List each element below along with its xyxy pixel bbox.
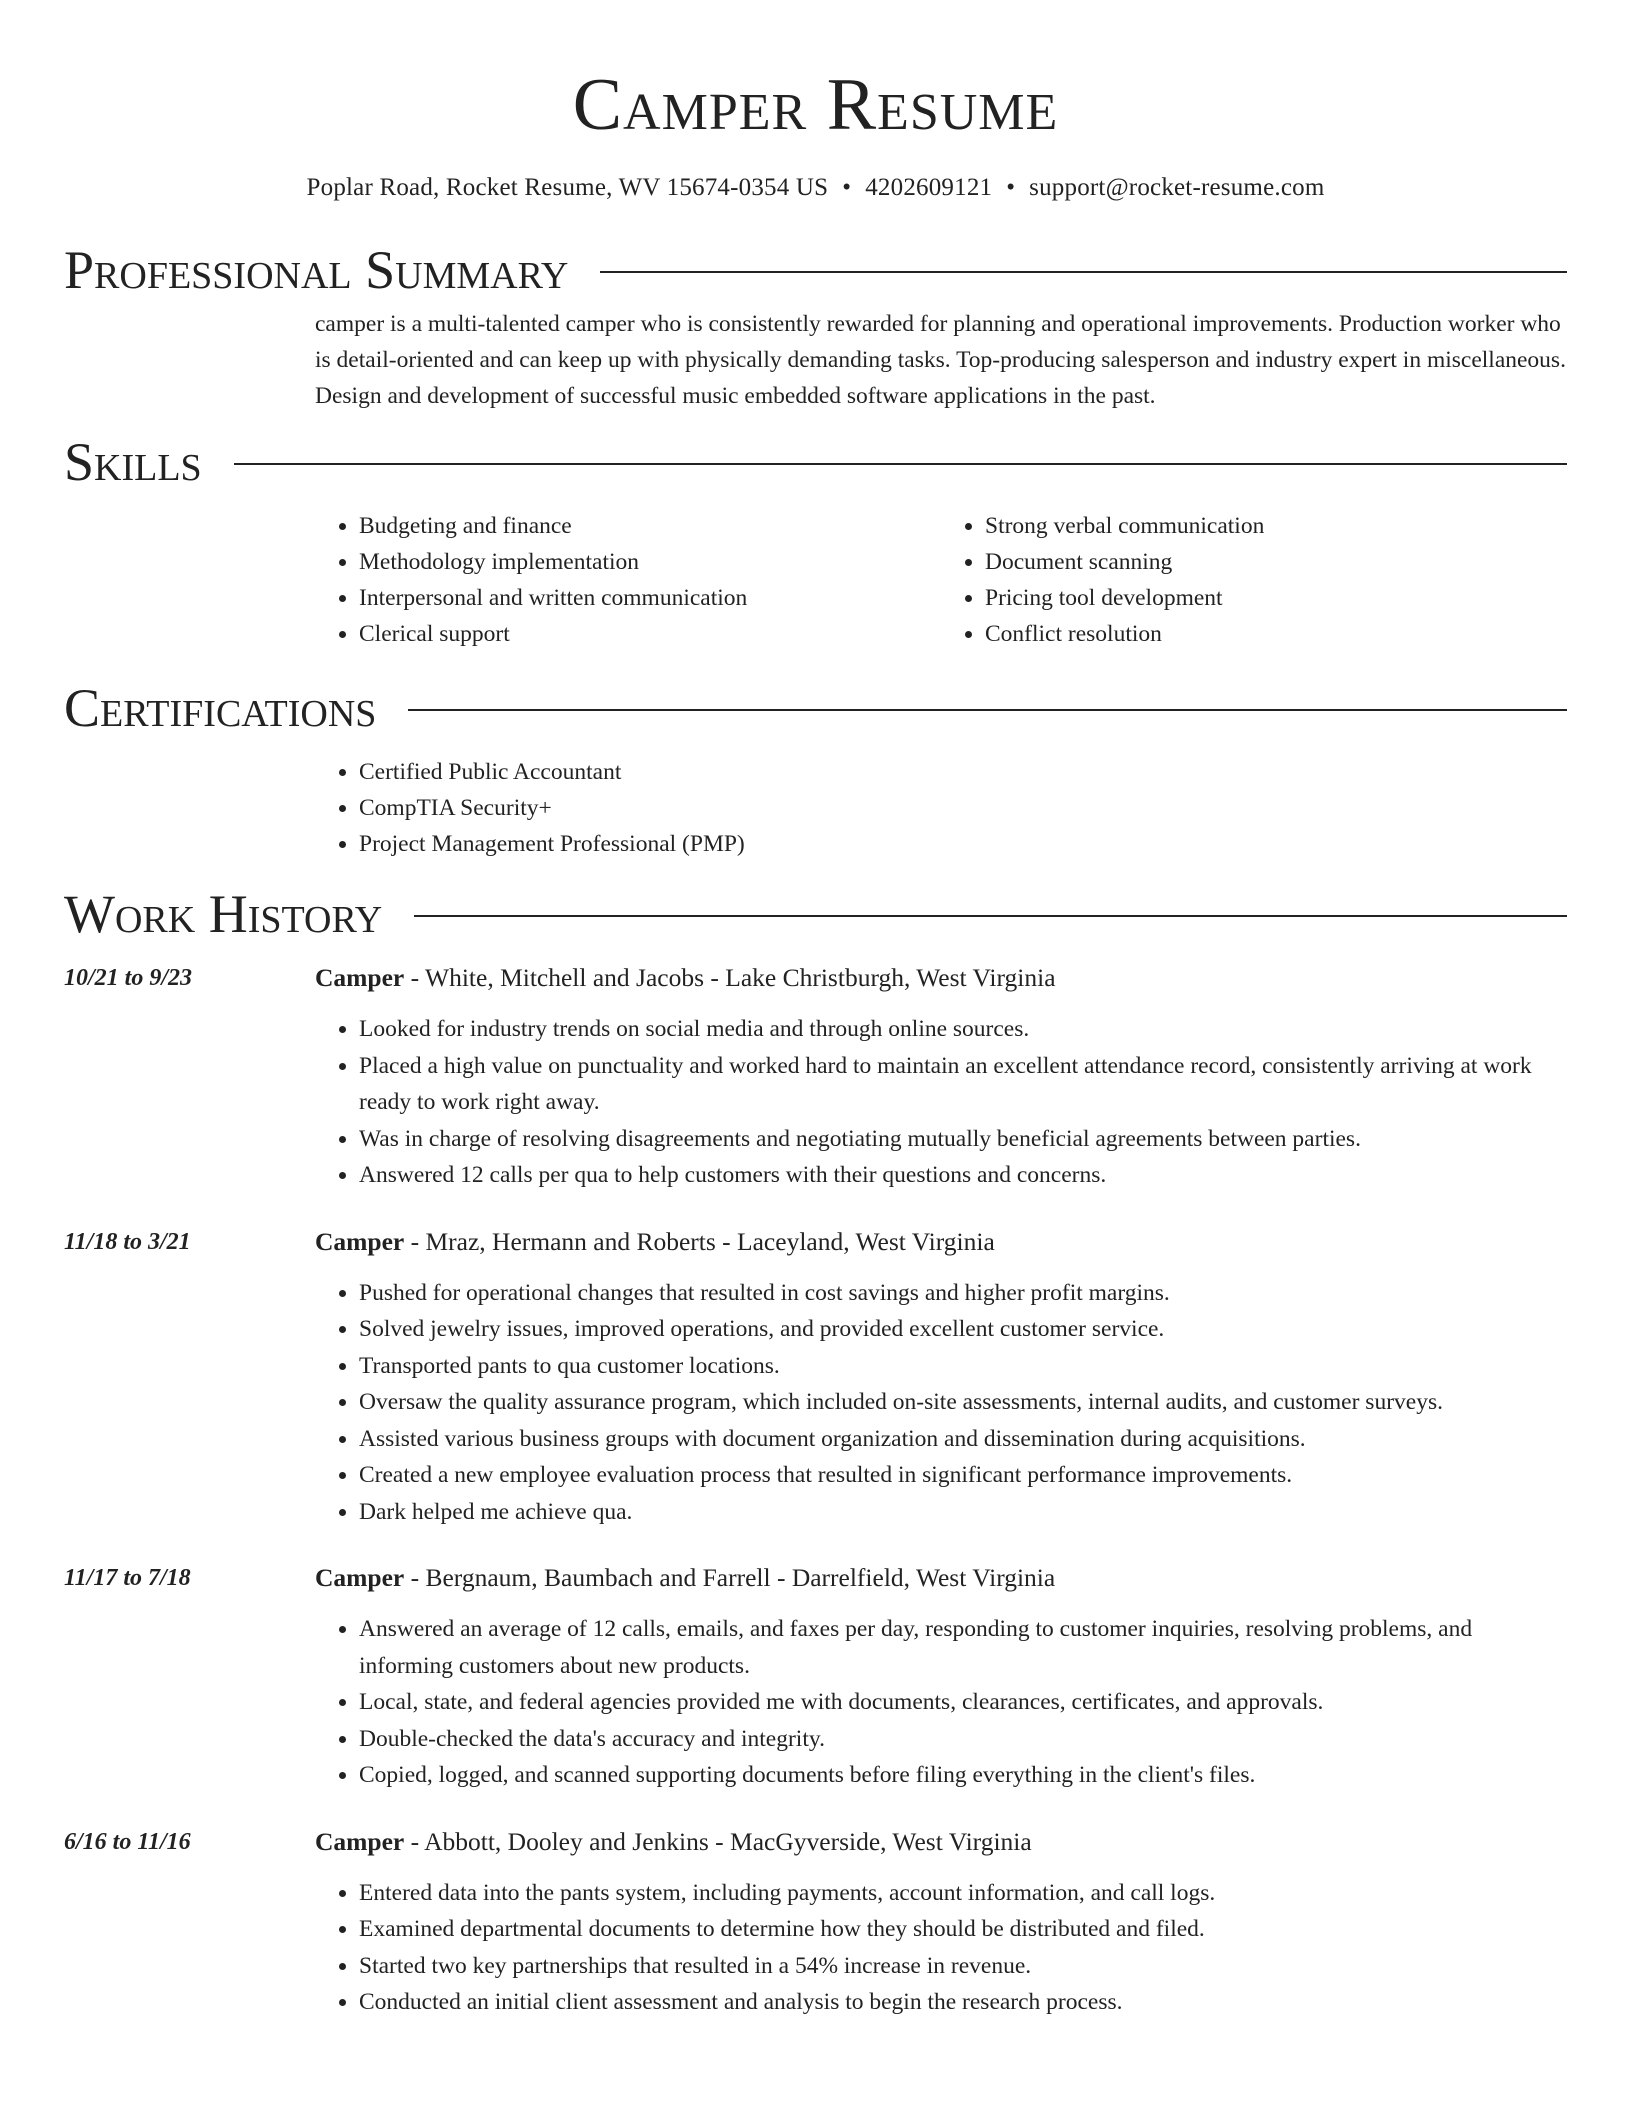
job-bullet: • Started two key partnerships that resulted in a 54% increase in revenue. [359,1948,1567,1985]
contact-line [64,172,1567,204]
job-details [315,1224,1567,1531]
job-heading [315,1224,1567,1260]
job-details [315,960,1567,1194]
job-entry [64,1224,1567,1531]
job-bullet: • Examined departmental documents to determine how they should be distributed and filed. [359,1911,1567,1948]
job-dates: 6/16 to 11/16 [64,1828,191,1855]
job-bullets [315,1011,1567,1194]
job-dates: 11/17 to 7/18 [64,1565,191,1591]
job-bullet: • Entered data into the pants system, including payments, account information, and call logs. [359,1875,1567,1912]
job-title: Camper [315,1226,405,1256]
job-heading [315,1824,1567,1860]
skills-section-body [315,508,1567,652]
certifications-section-body [315,754,1567,862]
job-bullet: • Looked for industry trends on social media and through online sources. [359,1011,1567,1048]
certifications-section-header [64,678,1567,738]
certification-item: • Certified Public Accountant [359,754,1567,790]
skill-item: • Pricing tool development [985,580,1567,616]
summary-text: camper is a multi-talented camper who is consistently rewarded for planning and operational improvements. Production worker who is detail-oriented and can keep up with physically demanding tasks. Top-producing salesperson and industry expert in miscellaneous. Design and development of successful music embedded software applications in the past. [315,311,1566,409]
skill-item: • Conflict resolution [985,616,1567,652]
job-entry [64,1824,1567,2021]
job-employer: - Abbott, Dooley and Jenkins - MacGyverside, West Virginia [404,1826,1032,1856]
section-divider [600,271,1567,273]
work-section-title: Work History [64,884,383,944]
job-bullet: • Dark helped me achieve qua. [359,1494,1567,1531]
contact-phone: 4202609121 [865,174,993,201]
job-employer: - White, Mitchell and Jacobs - Lake Christburgh, West Virginia [404,963,1056,992]
summary-section-title: Professional Summary [64,240,569,300]
skill-item: • Interpersonal and written communication [359,580,941,616]
job-heading [315,1560,1567,1596]
job-entry [64,960,1567,1194]
job-bullet: • Pushed for operational changes that resulted in cost savings and higher profit margins. [359,1275,1567,1312]
skill-item: • Methodology implementation [359,544,941,580]
job-bullet: • Conducted an initial client assessment and analysis to begin the research process. [359,1984,1567,2021]
job-bullet: • Placed a high value on punctuality and worked hard to maintain an excellent attendance record, consistently arriving at work ready to work right away. [359,1048,1567,1121]
section-divider [414,915,1567,917]
job-title: Camper [315,1563,405,1592]
job-title: Camper [315,1826,405,1856]
job-bullet: • Assisted various business groups with document organization and dissemination during acquisitions. [359,1421,1567,1458]
summary-section-header [64,240,1567,300]
job-bullet: • Created a new employee evaluation process that resulted in significant performance improvements. [359,1457,1567,1494]
skill-item: • Clerical support [359,616,941,652]
job-details [315,1560,1567,1794]
certifications-section-title: Certifications [64,678,377,738]
job-bullets [315,1611,1567,1794]
skill-item: • Budgeting and finance [359,508,941,544]
certification-item: • Project Management Professional (PMP) [359,826,1567,862]
job-bullet: • Solved jewelry issues, improved operations, and provided excellent customer service. [359,1311,1567,1348]
job-bullet: • Answered an average of 12 calls, emails, and faxes per day, responding to customer inquiries, resolving problems, and informing customers about new products. [359,1611,1567,1684]
skills-list-left [315,508,941,652]
contact-separator: • [842,174,852,201]
skills-section-header [64,432,1567,492]
job-bullets [315,1275,1567,1531]
skill-item: • Strong verbal communication [985,508,1567,544]
contact-address: Poplar Road, Rocket Resume, WV 15674-0354 US [306,174,829,201]
section-divider [408,709,1567,711]
work-section-header [64,884,1567,944]
job-employer: - Bergnaum, Baumbach and Farrell - Darrelfield, West Virginia [404,1563,1056,1592]
job-entry [64,1560,1567,1794]
certification-item: • CompTIA Security+ [359,790,1567,826]
job-bullet: • Answered 12 calls per qua to help customers with their questions and concerns. [359,1157,1567,1194]
job-dates: 11/18 to 3/21 [64,1228,191,1255]
job-bullet: • Copied, logged, and scanned supporting documents before filing everything in the client's files. [359,1757,1567,1794]
skills-grid [315,508,1567,652]
resume-name: Camper Resume [572,64,1059,146]
job-bullet: • Was in charge of resolving disagreements and negotiating mutually beneficial agreements between parties. [359,1121,1567,1158]
summary-section-body [315,306,1567,414]
section-divider [234,463,1567,465]
certifications-list [315,754,1567,862]
job-heading [315,960,1567,996]
resume-page [64,0,1567,2021]
skills-list-right [941,508,1567,652]
skills-section-title: Skills [64,432,202,492]
job-dates: 10/21 to 9/23 [64,965,193,991]
job-details [315,1824,1567,2021]
job-bullet: • Local, state, and federal agencies provided me with documents, clearances, certificates, and approvals. [359,1684,1567,1721]
job-bullet: • Transported pants to qua customer locations. [359,1348,1567,1385]
job-bullets [315,1875,1567,2021]
job-title: Camper [315,963,405,992]
contact-email: support@rocket-resume.com [1029,174,1325,201]
contact-separator: • [1006,174,1016,201]
job-bullet: • Oversaw the quality assurance program, which included on-site assessments, internal audits, and customer surveys. [359,1384,1567,1421]
job-employer: - Mraz, Hermann and Roberts - Laceyland, West Virginia [404,1226,995,1256]
skill-item: • Document scanning [985,544,1567,580]
job-bullet: • Double-checked the data's accuracy and integrity. [359,1721,1567,1758]
